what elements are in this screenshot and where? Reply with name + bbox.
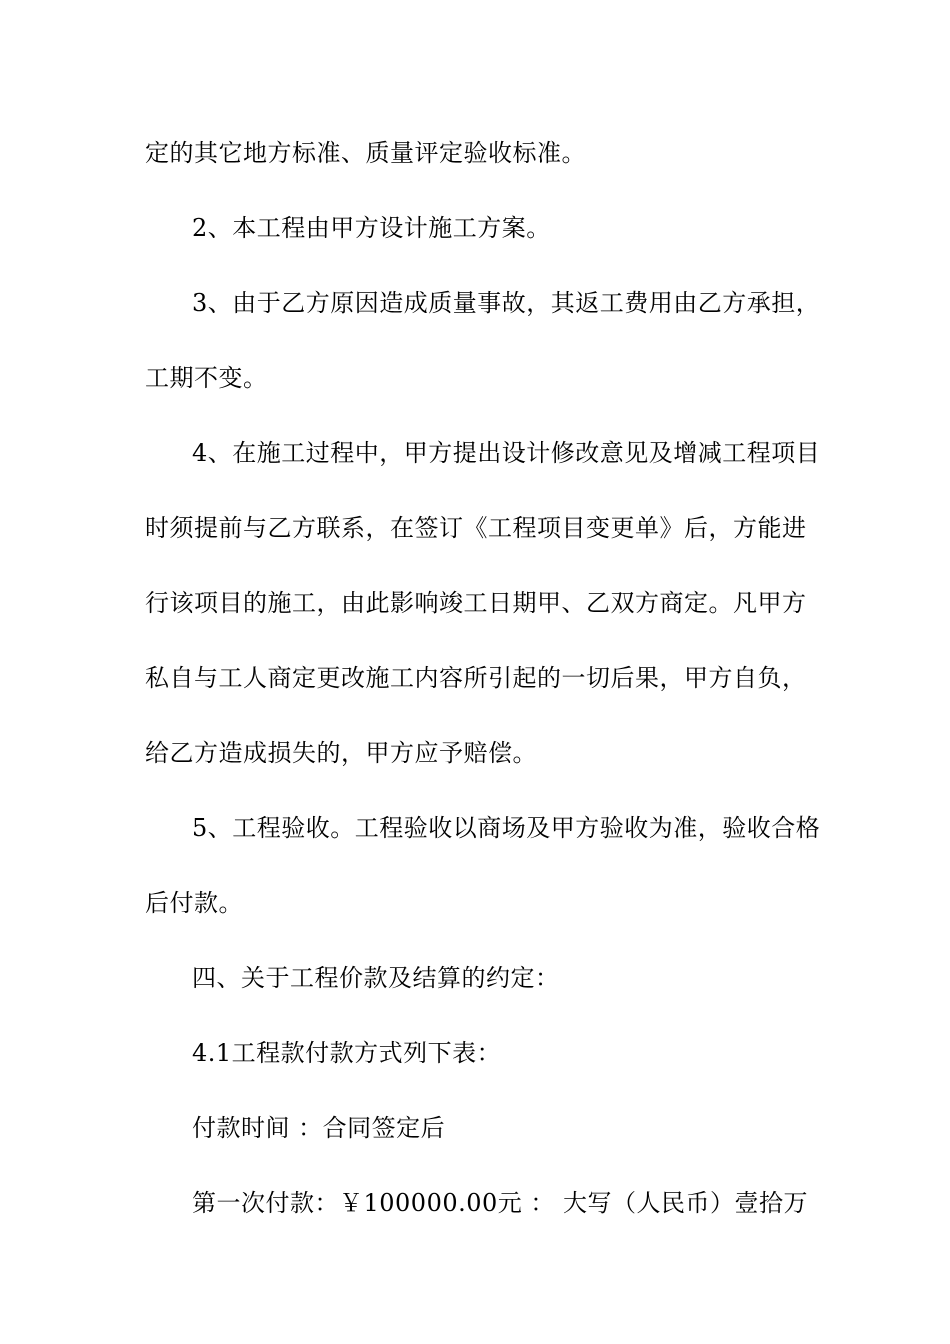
text-line: 时须提前与乙方联系，在签订《工程项目变更单》后，方能进	[145, 514, 807, 542]
text-line: 4、在施工过程中，甲方提出设计修改意见及增减工程项目	[192, 439, 821, 467]
text-line: 私自与工人商定更改施工内容所引起的一切后果，甲方自负，	[145, 664, 807, 692]
text-line: 给乙方造成损失的，甲方应予赔偿。	[145, 739, 537, 767]
text-line: 5、工程验收。工程验收以商场及甲方验收为准，验收合格	[192, 814, 821, 842]
text-line: 3、由于乙方原因造成质量事故，其返工费用由乙方承担，	[192, 289, 821, 317]
text-line: 2、本工程由甲方设计施工方案。	[192, 214, 551, 242]
subsection-heading: 4.1工程款付款方式列下表：	[192, 1039, 502, 1067]
text-line: 工期不变。	[145, 364, 268, 392]
section-heading: 四、关于工程价款及结算的约定：	[192, 964, 560, 992]
text-line: 定的其它地方标准、质量评定验收标准。	[145, 139, 586, 167]
text-line: 后付款。	[145, 889, 243, 917]
text-line: 行该项目的施工，由此影响竣工日期甲、乙双方商定。凡甲方	[145, 589, 807, 617]
text-line: 付款时间 ：合同签定后	[192, 1114, 446, 1142]
text-line: 第一次付款：￥100000.00元 ： 大写（人民币）壹拾万	[192, 1189, 809, 1217]
